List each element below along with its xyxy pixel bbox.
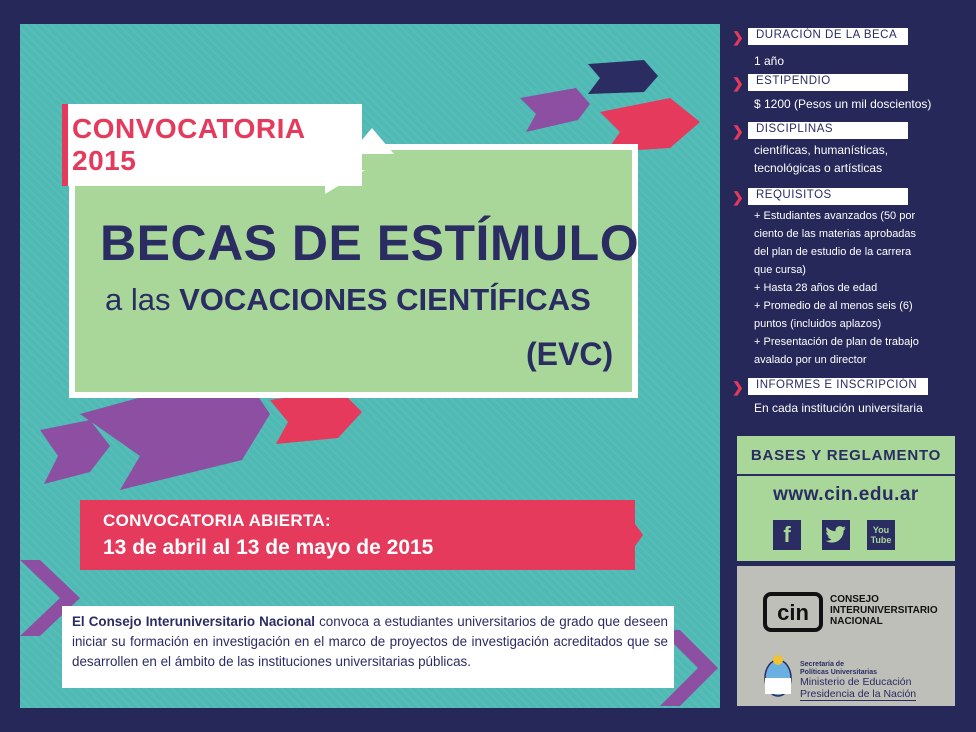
- year-badge: [62, 104, 362, 186]
- cin-text: [830, 594, 938, 627]
- sub-title-prefix: a las: [105, 282, 171, 317]
- requisitos-line: del plan de estudio de la carrera: [754, 246, 912, 258]
- sub-title-bold: VOCACIONES CIENTÍFICAS: [179, 282, 591, 317]
- requisitos-line: que cursa): [754, 264, 806, 276]
- secretaria-line: Secretaría de: [800, 661, 844, 668]
- requisitos-line: + Promedio de al menos seis (6): [754, 300, 913, 312]
- chevron-right-icon: ❯: [732, 379, 744, 395]
- disciplinas-label: DISCIPLINAS: [748, 122, 908, 139]
- youtube-label-top: You: [872, 525, 890, 535]
- disciplinas-line-1: científicas, humanísticas,: [754, 143, 889, 157]
- description-body: convoca a estudiantes universitarios de grado que deseen iniciar su formación en investigación en el marco de proyectos de investigación acreditados que se desarrollen en el ámbito de las instituciones universitarias públicas.: [72, 614, 668, 669]
- website-link[interactable]: www.cin.edu.ar: [773, 484, 919, 505]
- cin-line: NACIONAL: [830, 616, 883, 627]
- badge-stripe: [62, 104, 68, 186]
- requisitos-line: avalado por un director: [754, 354, 867, 366]
- estipendio-value: $ 1200 (Pesos un mil doscientos): [754, 97, 932, 111]
- description-org: El Consejo Interuniversitario Nacional: [72, 614, 315, 629]
- chevron-right-icon: ❯: [732, 29, 744, 45]
- chevron-right-icon: ❯: [732, 189, 744, 205]
- year-badge-label: CONVOCATORIA 2015: [72, 113, 305, 176]
- secretaria-line: Políticas Universitarias: [800, 669, 878, 676]
- requisitos-line: + Estudiantes avanzados (50 por: [754, 210, 916, 222]
- cin-logo: [763, 592, 823, 632]
- estipendio-label: ESTIPENDIO: [748, 74, 908, 91]
- badge-pointer: [325, 170, 365, 194]
- open-call-banner-point: [618, 500, 643, 570]
- requisitos-line: + Presentación de plan de trabajo: [754, 336, 919, 348]
- requisitos-label: REQUISITOS: [748, 188, 908, 205]
- cin-line: INTERUNIVERSITARIO: [830, 605, 938, 616]
- bases-title: BASES Y REGLAMENTO: [750, 447, 942, 464]
- duracion-label: DURACIÓN DE LA BECA: [748, 28, 908, 45]
- requisitos-line: ciento de las materias aprobadas: [754, 228, 917, 240]
- chevron-right-icon: ❯: [732, 75, 744, 91]
- youtube-icon[interactable]: [867, 520, 895, 550]
- secretaria-text: [800, 661, 877, 677]
- disciplinas-line-2: tecnológicas o artísticas: [754, 161, 883, 175]
- open-call-dates: 13 de abril al 13 de mayo de 2015: [103, 536, 434, 559]
- informes-value: En cada institución universitaria: [754, 401, 923, 415]
- presidencia-text: Presidencia de la Nación: [800, 688, 917, 700]
- cin-mark: cin: [777, 600, 809, 625]
- sub-title: [105, 282, 645, 318]
- main-title: BECAS DE ESTÍMULO: [100, 215, 640, 271]
- acronym: (EVC): [526, 336, 614, 372]
- requisitos-line: + Hasta 28 años de edad: [754, 282, 878, 294]
- description-text: [72, 612, 668, 672]
- open-call-label: CONVOCATORIA ABIERTA:: [103, 511, 331, 530]
- ministerio-text: Ministerio de Educación: [800, 676, 912, 688]
- twitter-icon[interactable]: [822, 520, 850, 550]
- facebook-icon[interactable]: f: [773, 520, 801, 550]
- informes-label: INFORMES E INSCRIPCIÓN: [748, 378, 928, 395]
- requisitos-line: puntos (incluidos aplazos): [754, 318, 882, 330]
- chevron-right-icon: ❯: [732, 123, 744, 139]
- cin-line: CONSEJO: [830, 594, 879, 605]
- youtube-label-bottom: Tube: [870, 535, 892, 545]
- argentina-seal-icon: [762, 652, 794, 700]
- bases-divider: [737, 474, 955, 476]
- duracion-value: 1 año: [754, 54, 785, 68]
